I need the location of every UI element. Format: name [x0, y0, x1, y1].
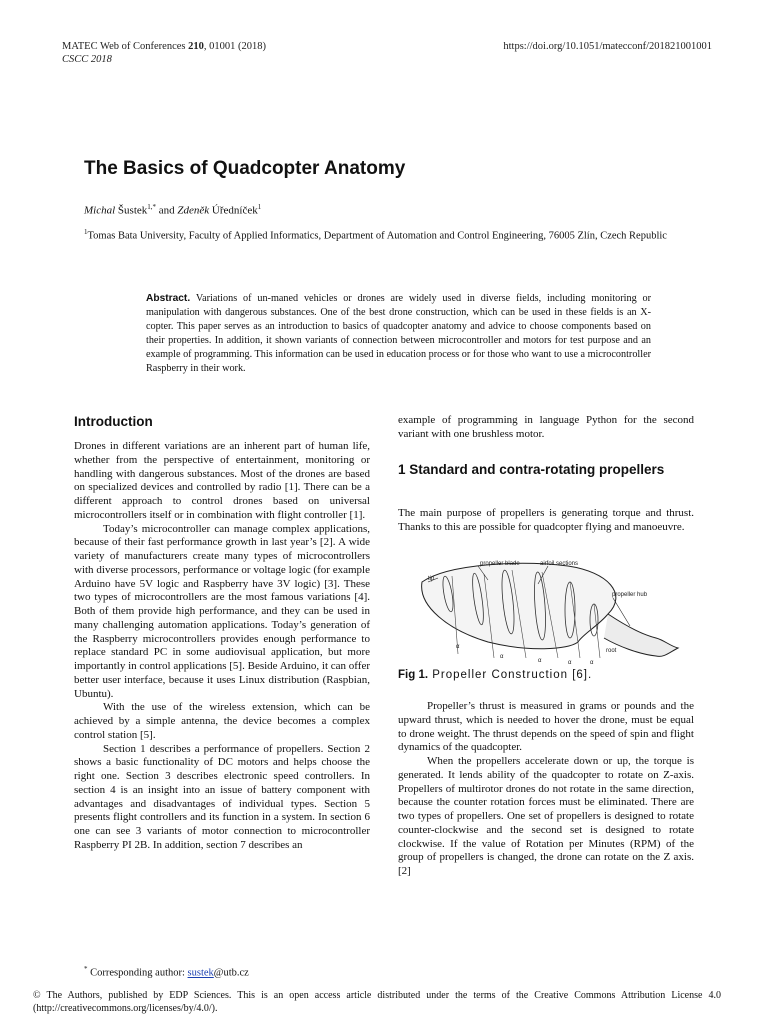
paper-title: The Basics of Quadcopter Anatomy	[84, 158, 406, 179]
right-column-continuation: example of programming in language Python for the second variant with one brushless motor.	[398, 414, 694, 440]
doi-link[interactable]: https://doi.org/10.1051/matecconf/201821001001	[503, 41, 712, 52]
label-alpha-3: α	[538, 658, 542, 664]
author-line	[84, 203, 261, 217]
section-heading-introduction: Introduction	[74, 414, 153, 429]
author1-first: Michal	[84, 204, 116, 217]
intro-paragraph-1: Drones in different variations are an inherent part of human life, whether from the perspective of entertainment, monitoring or handling with dangerous substances. Most of the drones are based on specialized devices and controlled by radio [1]. There can be a different approach to control drones based on universal microcontrollers itself or in combination with flight controller [1].	[74, 440, 370, 521]
intro-paragraph-2: Today’s microcontroller can manage complex applications, because of their fast performance growth in last year’s [2]. A wide variety of manufacturers create many types of microcontrollers with diverse processors, performance or voltage logic (for example Arduino have 5V logic and Raspberry have 3V logic) [3]. These two types of microcontrollers are the most famous variations [4]. Both of them provide high performance, and they can be used in many challenging automation applications. Today’s generation of the Raspberry microcontrollers provides enough performance to replace standard PC in some audiovisual application, but more importantly in control applications [5]. Beside Arduino, it can offer better user interface, because it uses Linux distribution (Raspbian, Ubuntu).	[74, 522, 370, 700]
label-root: root	[606, 648, 617, 654]
label-alpha-4: α	[568, 660, 572, 666]
author2-first: Zdeněk	[177, 204, 210, 217]
running-header-left	[62, 40, 266, 66]
propellers-paragraph-1: The main purpose of propellers is generating torque and thrust. Thanks to this are possible for quadcopter flying and manoeuvre.	[398, 507, 694, 533]
email-domain: @utb.cz	[213, 967, 249, 979]
abstract-text: Variations of un-maned vehicles or drones are widely used in diverse fields, including monitoring or manipulation with dangerous substances. One of the best drone construction, which can be used in these fields is an X-copter. This paper serves as an introduction to basics of quadcopter anatomy and advice to choose components based on their properties. In addition, it shown variants of connection between microcontroller and motors for test purpose and an example of programming. This information can be used in education process or for those who want to use a microcontroller Raspberry in their work.	[146, 293, 652, 375]
journal-name: MATEC Web of Conferences	[62, 41, 186, 52]
figure-caption-text: Propeller Construction [6].	[428, 669, 593, 681]
journal-volume: 210	[188, 41, 204, 52]
author1-sup: 1,*	[147, 203, 157, 211]
label-tip: tip	[428, 576, 435, 582]
label-propeller-blade: propeller blade	[480, 561, 520, 567]
license-notice: © The Authors, published by EDP Sciences. This is an open access article distributed under the terms of the Creative Commons Attribution License 4.0 (http://creativecommons.org/licenses/by/4.0/).	[33, 990, 721, 1014]
author-and: and	[158, 204, 175, 217]
footnote	[84, 965, 249, 979]
propeller-construction-figure	[408, 554, 688, 670]
corresponding-email-link[interactable]: sustek	[187, 967, 214, 979]
intro-paragraph-4: Section 1 describes a performance of propellers. Section 2 shows a basic functionality of DC motors and helps choose the right one. Section 3 describes electronic speed controllers. In section 4 is an insight into an issue of battery component with advantages and disadvantages of individual types. Section 5 presents flight controllers and its function in a system. In section 6 one can see 3 variants of motor connection to microcontroller Raspberry PI 2B. In addition, section 7 describes an	[74, 742, 370, 851]
affiliation	[84, 225, 704, 244]
label-propeller-hub: propeller hub	[612, 592, 648, 598]
label-alpha-2: α	[500, 654, 504, 660]
propellers-paragraph-3: When the propellers accelerate down or up, the torque is generated. It lends ability of the quadcopter to rotate on Z-axis. Propellers of multirotor drones do not rotate in the same direction, because the counter rotation forces must be eliminated. There are two types of propellers. One set of propellers is designed to rotate counter-clockwise and the second set is designed to rotate clockwise. If the value of Rotation per Minutes (RPM) of the group of propellers is changed, the drone can rotate on the Z axis. [2]	[398, 755, 694, 877]
abstract	[146, 292, 651, 377]
affiliation-text: Tomas Bata University, Faculty of Applied Informatics, Department of Automation and Control Engineering, 76005 Zlín, Czech Republic	[87, 230, 667, 242]
figure-label: Fig 1.	[398, 669, 429, 681]
abstract-label: Abstract.	[146, 293, 191, 304]
propellers-paragraph-2: Propeller’s thrust is measured in grams or pounds and the upward thrust, which is needed to hover the drone, must be equal to drone weight. The thrust depends on the speed of spin and flight dynamics of the quadcopter.	[398, 700, 694, 754]
left-column-body	[74, 440, 370, 853]
label-airfoil-sections: airfoil sections	[540, 561, 579, 567]
author2-last: Úředníček	[211, 204, 258, 217]
footnote-text: Corresponding author:	[87, 967, 188, 979]
intro-paragraph-3: With the use of the wireless extension, which can be achieved by a simple antenna, the device becomes a complex control station [5].	[74, 701, 370, 741]
section-heading-propellers: 1 Standard and contra-rotating propellers	[398, 462, 665, 477]
author1-last: Šustek	[117, 204, 148, 217]
label-alpha-5: α	[590, 660, 594, 666]
conference-name: CSCC 2018	[62, 54, 112, 65]
label-alpha-1: α	[456, 644, 460, 650]
affiliation-sup: 1	[84, 228, 88, 236]
footnote-sup: *	[84, 965, 88, 973]
article-number: , 01001 (2018)	[203, 41, 266, 52]
author2-sup: 1	[257, 203, 262, 211]
propeller-blade-outline	[422, 563, 616, 648]
right-column-body	[398, 700, 694, 879]
figure-caption	[398, 669, 592, 681]
